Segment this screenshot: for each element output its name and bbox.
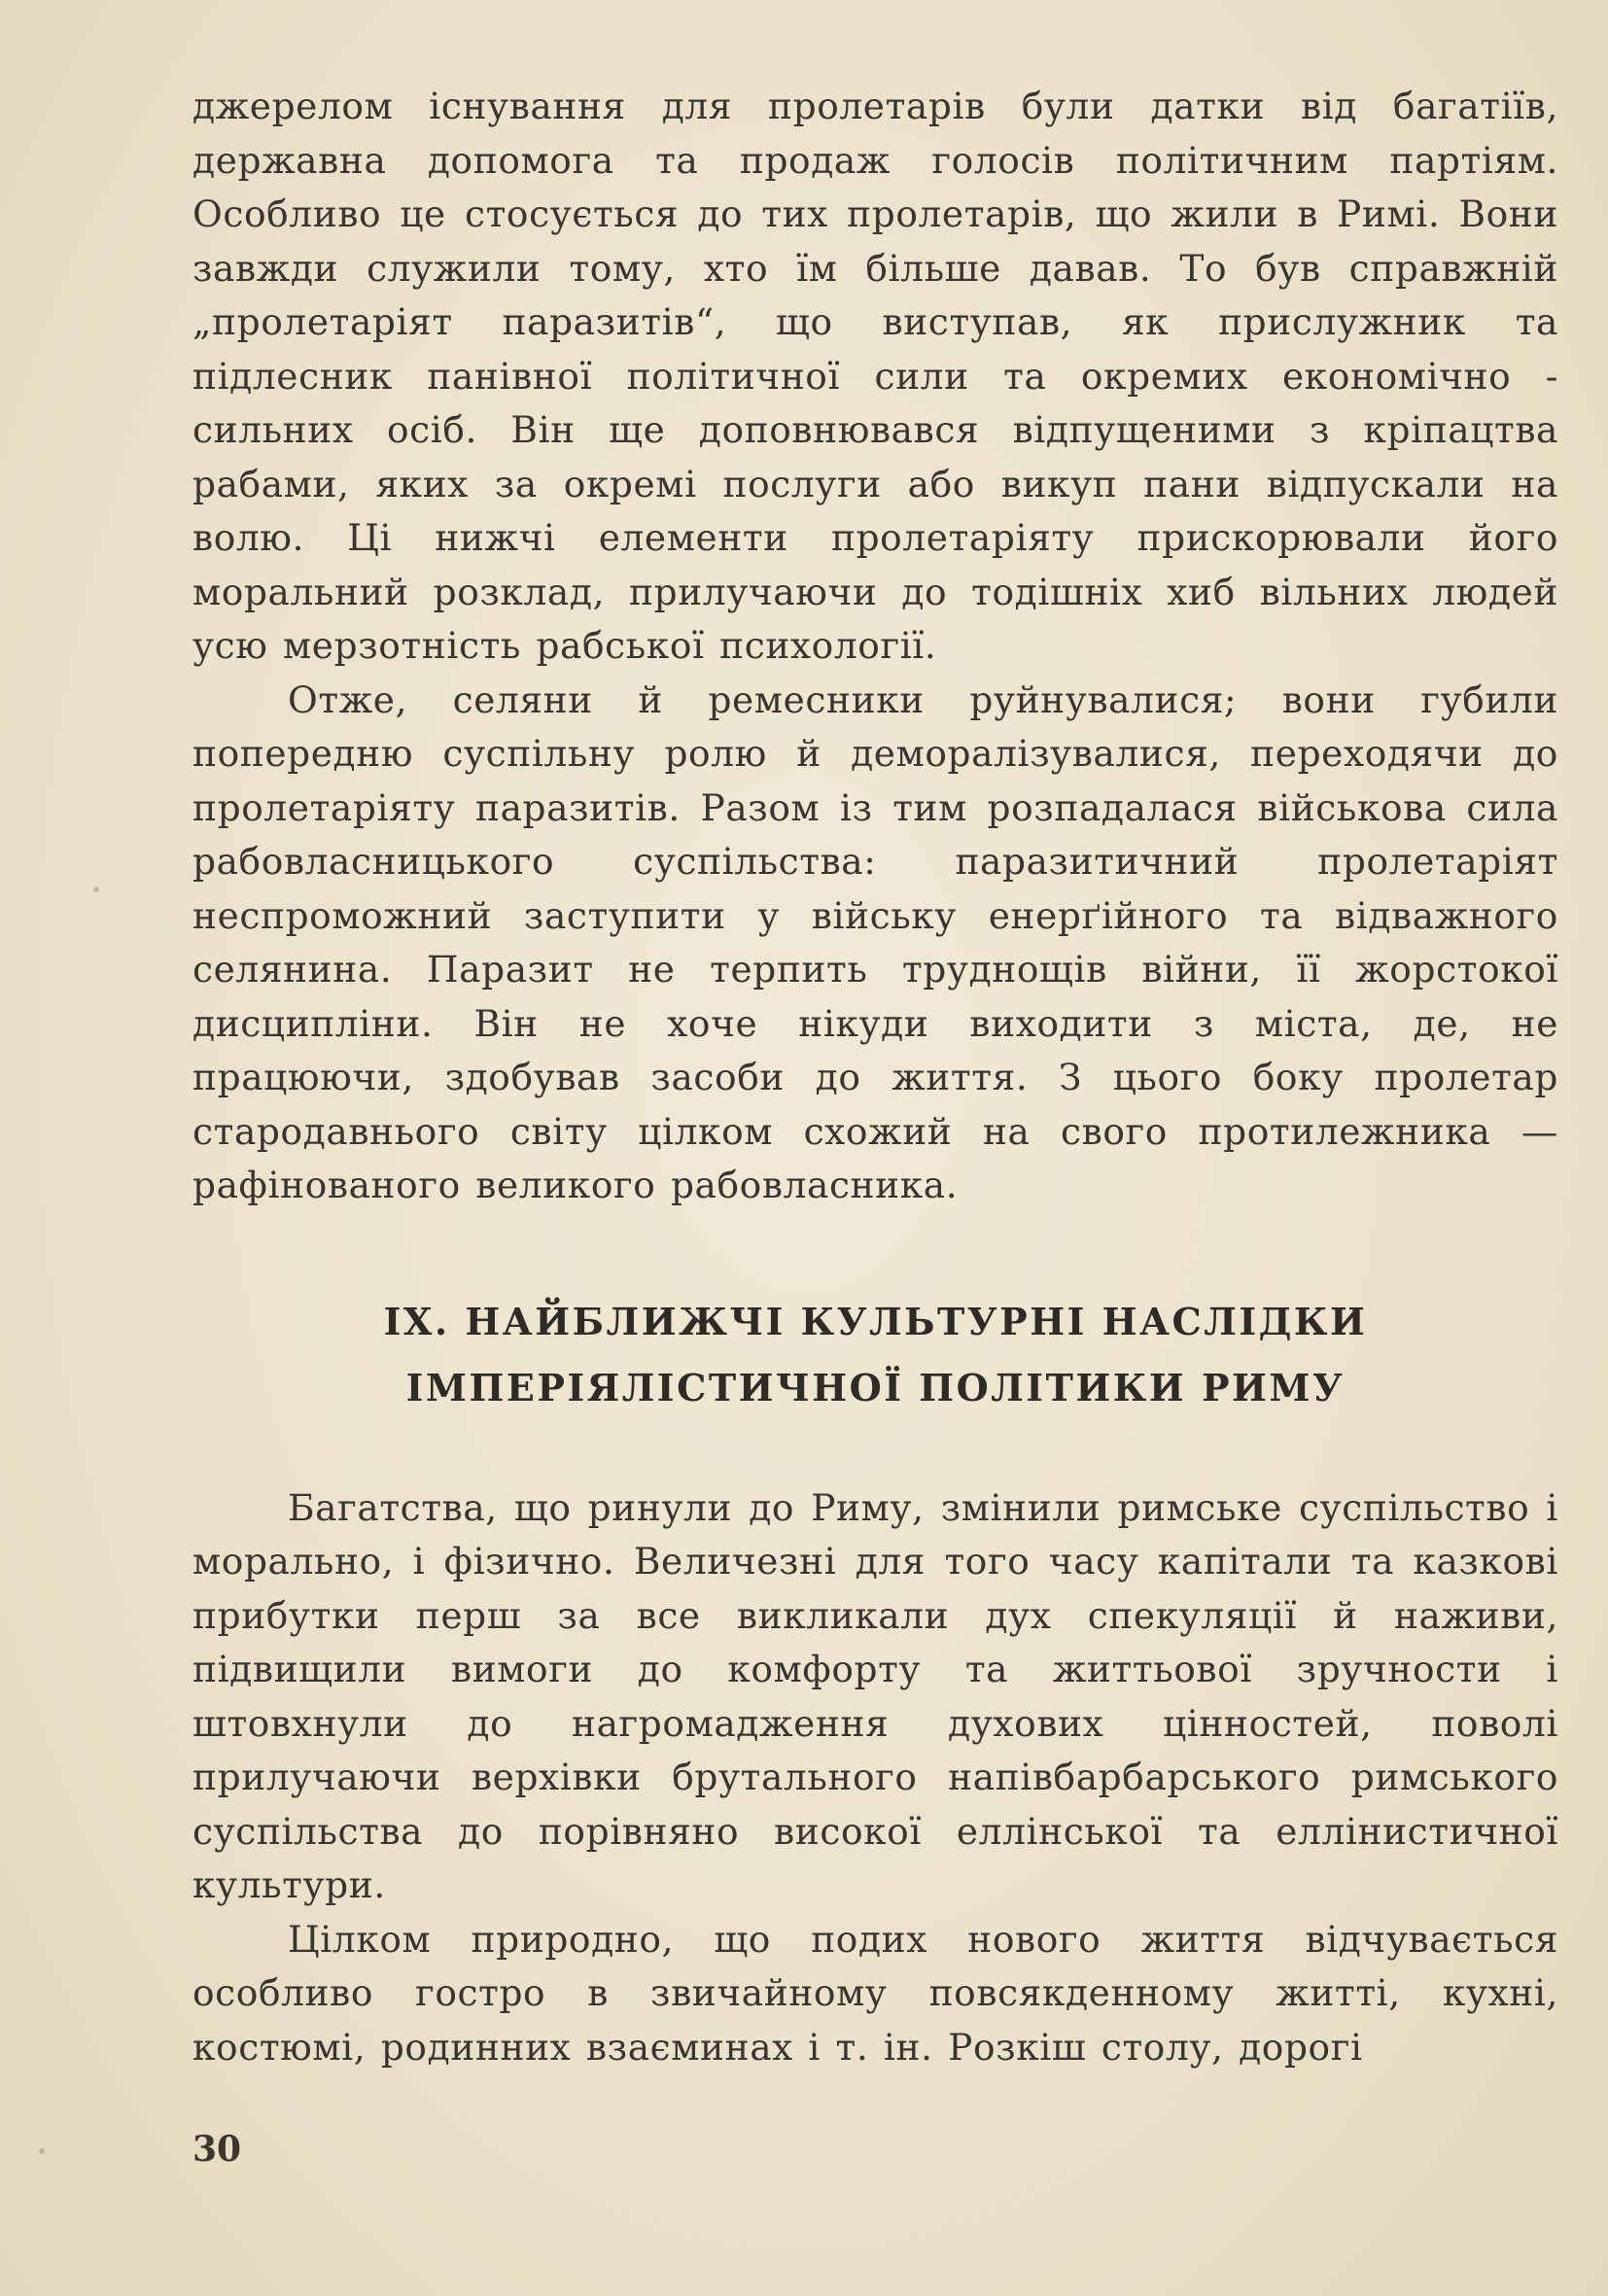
paragraph-1: джерелом існування для пролетарів були датки від багатіїв, державна допомога та продаж голосів політичним партіям. Особливо це стосується до тих пролетарів, що жили в Римі. Вони завжди служили тому, хто їм більше давав. То був справжній „пролетаріят паразитів“, що виступав, як прислужник та підлесник панівної політичної сили та окремих економічно - сильних осіб. Він ще доповнювався відпущеними з кріпацтва рабами, яких за окремі послуги або викуп пани відпускали на волю. Ці нижчі елементи пролетаріяту прискорювали його моральний розклад, прилучаючи до тодішніх хиб вільних людей усю мерзотність рабської психології. (192, 85, 1558, 667)
page-number: 30 (192, 2129, 242, 2170)
page-body (192, 80, 1558, 2074)
section-number: IX. (383, 1299, 450, 1343)
section-heading (192, 1289, 1558, 1421)
paper-speck (93, 887, 99, 892)
paragraph-2: Отже, селяни й ремесники руйнувалися; вони губили попередню суспільну ролю й деморалізувалися, переходячи до пролетаріяту паразитів. Разом із тим розпадалася військова сила рабовласницького суспільства: паразитичний пролетаріят неспроможний заступити у війську енерґійного та відважного селянина. Паразит не терпить труднощів війни, її жорстокої дисципліни. Він не хоче нікуди виходити з міста, де, не працюючи, здобував засоби до життя. З цього боку пролетар стародавнього світу цілком схожий на свого протилежника — рафінованого великого рабовласника. (192, 678, 1558, 1206)
paragraph-4: Цілком природно, що подих нового життя відчувається особливо гостро в звичайному повсякденному житті, кухні, костюмі, родинних взаєминах і т. ін. Розкіш столу, дорогі (192, 1917, 1558, 2069)
paper-speck (39, 2148, 45, 2154)
section-title: НАЙБЛИЖЧІ КУЛЬТУРНІ НАСЛІДКИ ІМПЕРІЯЛІСТИЧНОЇ ПОЛІТИКИ РИМУ (405, 1299, 1368, 1409)
paragraph-3: Багатства, що ринули до Риму, змінили римське суспільство і морально, і фізично. Величезні для того часу капітали та казкові прибутки перш за все викликали дух спекуляції й наживи, підвищили вимоги до комфорту та життьової зручности і штовхнули до нагромадження духових цінностей, поволі прилучаючи верхівки брутального напівбарбарського римського суспільства до порівняно високої еллінської та еллінистичної культури. (192, 1485, 1558, 1906)
